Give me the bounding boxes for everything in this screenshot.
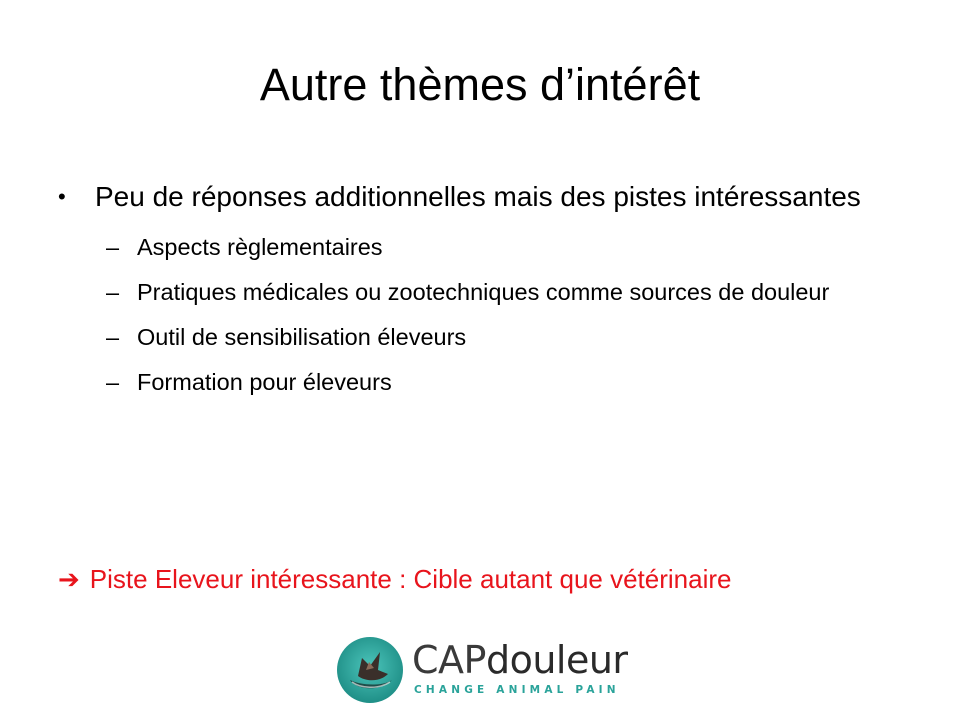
sub-item-text: Outil de sensibilisation éleveurs xyxy=(137,324,467,350)
sub-item-text: Aspects règlementaires xyxy=(137,234,383,260)
conclusion-text: Piste Eleveur intéressante : Cible autant que vétérinaire xyxy=(89,564,732,594)
sub-item-practices xyxy=(106,273,918,311)
sub-marker: – xyxy=(106,324,120,350)
logo-mark-icon xyxy=(336,636,404,704)
sub-list xyxy=(58,228,918,401)
sub-item-regulatory xyxy=(106,228,918,266)
bullet-marker: • xyxy=(58,184,66,209)
sub-marker: – xyxy=(106,279,120,305)
bullet-text: Peu de réponses additionnelles mais des pistes intéressantes xyxy=(95,181,861,212)
bullet-item xyxy=(58,176,918,218)
capdouleur-logo xyxy=(336,636,626,706)
sub-item-awareness-tool xyxy=(106,318,918,356)
conclusion-line xyxy=(58,560,732,598)
sub-item-text: Formation pour éleveurs xyxy=(137,369,392,395)
sub-item-training xyxy=(106,363,918,401)
slide-title: Autre thèmes d’intérêt xyxy=(259,59,701,110)
logo-tagline: CHANGE ANIMAL PAIN xyxy=(414,684,620,696)
sub-marker: – xyxy=(106,234,120,260)
arrow-icon: ➔ xyxy=(58,564,80,594)
bullet-list xyxy=(58,176,918,408)
sub-marker: – xyxy=(106,369,120,395)
logo-wordmark: CAPdouleur xyxy=(412,638,628,682)
sub-item-text: Pratiques médicales ou zootechniques comme sources de douleur xyxy=(137,279,830,305)
